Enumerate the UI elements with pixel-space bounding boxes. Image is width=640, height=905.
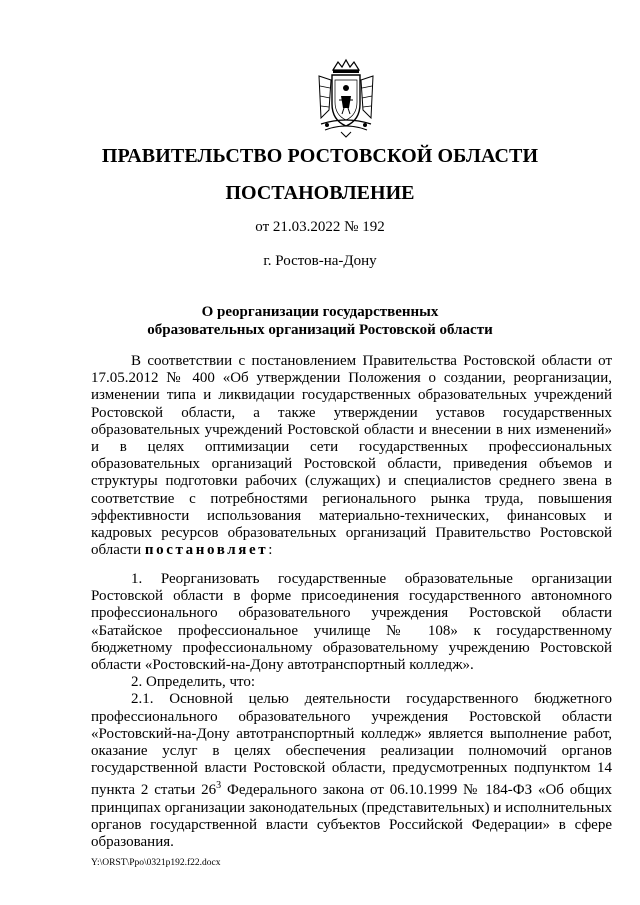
subject-line-2: образовательных организаций Ростовской области: [147, 322, 493, 338]
preamble-text: В соответствии с постановлением Правительства Ростовской области от 17.05.2012 № 400 «Об утверждении Положения о создании, реорганизации, изменении типа и ликвидации государственных образовательных учреждений Ростовской области, а также утверждении уставов государственных образовательных учреждений Ростовской области и внесении в них изменений» и в целях оптимизации сети государственных профессиональных образовательных организаций Ростовской области, приведения объемов и структуры подготовки рабочих (служащих) и специалистов среднего звена в соответствие с потребностями регионального рынка труда, повышения эффективности использования материально-технических, финансовых и кадровых ресурсов образовательных организаций Правительство Ростовской области: [91, 353, 612, 559]
item-2-1-text-end: Федерального закона от 06.10.1999 № 184-ФЗ «Об общих принципах организации законодательных (представительных) и исполнительных органов государственной власти субъектов Российской Федерации» в сфере образования.: [91, 782, 612, 851]
coat-of-arms-emblem: [311, 58, 381, 138]
item-2-1-superscript: 3: [216, 780, 222, 792]
item-2-1: [91, 691, 612, 851]
item-1: 1. Реорганизовать государственные образовательные организации Ростовской области в форме присоединения государственного автономного профессионального образовательного учреждения Ростовской области «Батайское профессиональное училище № 108» к государственному бюджетному профессиональному образовательному учреждению Ростовской области «Ростовский-на-Дону автотранспортный колледж».: [91, 571, 612, 674]
file-path-footer: Y:\ORST\Ppo\0321p192.f22.docx: [91, 858, 221, 868]
preamble: [91, 353, 612, 559]
subject-line-1: О реорганизации государственных: [201, 304, 439, 320]
document-subject: [0, 303, 640, 339]
document-city: г. Ростов-на-Дону: [263, 253, 377, 269]
document-date-number: от 21.03.2022 № 192: [255, 219, 385, 235]
resolution-items: [91, 571, 612, 851]
government-title: ПРАВИТЕЛЬСТВО РОСТОВСКОЙ ОБЛАСТИ: [101, 145, 539, 167]
resolves-keyword: постановляет: [144, 542, 269, 559]
document-type: ПОСТАНОВЛЕНИЕ: [225, 182, 415, 204]
item-2-1-text-start: 2.1. Основной целью деятельности государственного бюджетного профессионального образовательного учреждения Ростовской области «Ростовский-на-Дону автотранспортный колледж» является выполнение работ, оказание услуг в целях обеспечения реализации полномочий органов государственной власти Ростовской области, предусмотренных подпунктом 14 пункта 2 статьи 26: [91, 691, 612, 799]
preamble-paragraph: [91, 353, 612, 559]
item-2: 2. Определить, что:: [131, 674, 256, 691]
preamble-ending: :: [268, 542, 273, 559]
